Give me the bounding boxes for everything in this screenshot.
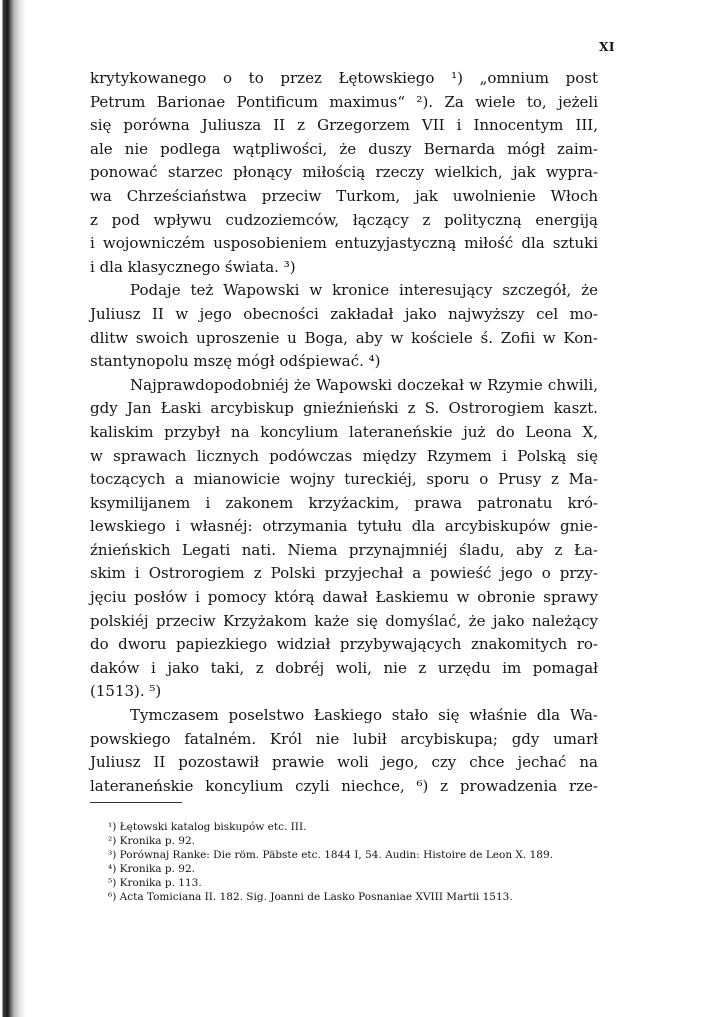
footnote: ³) Porównaj Ranke: Die röm. Päbste etc. 1844 I, 54. Audin: Histoire de Leon X. 189.: [108, 849, 553, 861]
footnote: ¹) Łętowski katalog biskupów etc. III.: [108, 821, 307, 833]
text-line: daków i jako taki, z dobréj woli, nie z urzędu im pomagał: [90, 658, 598, 677]
text-line: ksymilijanem i zakonem krzyżackim, prawa patronatu kró-: [90, 493, 598, 512]
text-line: się porówna Juliusza II z Grzegorzem VII i Innocentym III,: [90, 116, 598, 135]
text-line: lateraneńskie koncylium czyli niechce, ⁶) z prowadzenia rze-: [90, 776, 598, 795]
footnote: ⁵) Kronika p. 113.: [108, 877, 202, 889]
text-line: dlitw swoich uproszenie u Boga, aby w kościele ś. Zofii w Kon-: [90, 328, 598, 347]
text-line: Juliusz II pozostawił prawie woli jego, czy chce jechać na: [90, 753, 598, 772]
text-line: wa Chrześciaństwa przeciw Turkom, jak uwolnienie Włoch: [90, 186, 598, 205]
text-line: do dworu papiezkiego widział przybywających znakomitych ro-: [90, 635, 598, 654]
text-line: powskiego fatalném. Król nie lubił arcybiskupa; gdy umarł: [90, 729, 598, 748]
text-line: skim i Ostrorogiem z Polski przyjechał a powieść jego o przy-: [90, 564, 598, 583]
footnotes: [108, 820, 600, 904]
text-line: kaliskim przybył na koncylium lateraneńskie już do Leona X,: [90, 422, 598, 441]
text-line: w sprawach licznych podówczas między Rzymem i Polską się: [90, 446, 598, 465]
text-line: z pod wpływu cudzoziemców, łączący z polityczną energiją: [90, 210, 598, 229]
text-line: stantynopolu mszę mógł odśpiewać. ⁴): [90, 352, 381, 371]
text-line: ponować starzec płonący miłością rzeczy wielkich, jak wypra-: [90, 163, 598, 182]
text-line: ale nie podlega wątpliwości, że duszy Bernarda mógł zaim-: [90, 139, 598, 158]
text-line: toczących a mianowicie wojny tureckiéj, sporu o Prusy z Ma-: [90, 470, 598, 489]
page-number: XI: [599, 40, 615, 54]
scan-edge-shadow: [0, 0, 26, 1017]
text-line: Tymczasem poselstwo Łaskiego stało się właśnie dla Wa-: [130, 706, 598, 725]
text-line: Juliusz II w jego obecności zakładał jako najwyższy cel mo-: [90, 304, 598, 323]
text-line: gdy Jan Łaski arcybiskup gnieźnieński z S. Ostrorogiem kaszt.: [90, 399, 598, 418]
text-line: jęciu posłów i pomocy którą dawał Łaskiemu w obronie sprawy: [90, 588, 598, 607]
text-line: polskiéj przeciw Krzyżakom każe się domyślać, że jako należący: [90, 611, 598, 630]
text-line: Podaje też Wapowski w kronice interesujący szczegół, że: [130, 281, 598, 300]
footnote-rule: [90, 802, 182, 803]
footnote: ⁴) Kronika p. 92.: [108, 863, 196, 875]
text-line: Najprawdopodobniéj że Wapowski doczekał w Rzymie chwili,: [130, 375, 598, 394]
text-line: i dla klasycznego świata. ³): [90, 257, 296, 276]
text-line: (1513). ⁵): [90, 682, 162, 701]
text-line: źnieńskich Legati nati. Niema przynajmniéj śladu, aby z Ła-: [90, 540, 598, 559]
text-line: lewskiego i własnéj: otrzymania tytułu dla arcybiskupów gnie-: [90, 517, 598, 536]
footnote: ²) Kronika p. 92.: [108, 835, 196, 847]
footnote: ⁶) Acta Tomiciana II. 182. Sig. Joanni de Lasko Posnaniae XVIII Martii 1513.: [108, 891, 513, 903]
text-line: i wojowniczém usposobieniem entuzyjastyczną miłość dla sztuki: [90, 234, 598, 253]
text-line: Petrum Barionae Pontificum maximus“ ²). Za wiele to, jeżeli: [90, 92, 598, 111]
body-text: [90, 67, 598, 798]
text-line: krytykowanego o to przez Łętowskiego ¹) „omnium post: [90, 69, 598, 87]
